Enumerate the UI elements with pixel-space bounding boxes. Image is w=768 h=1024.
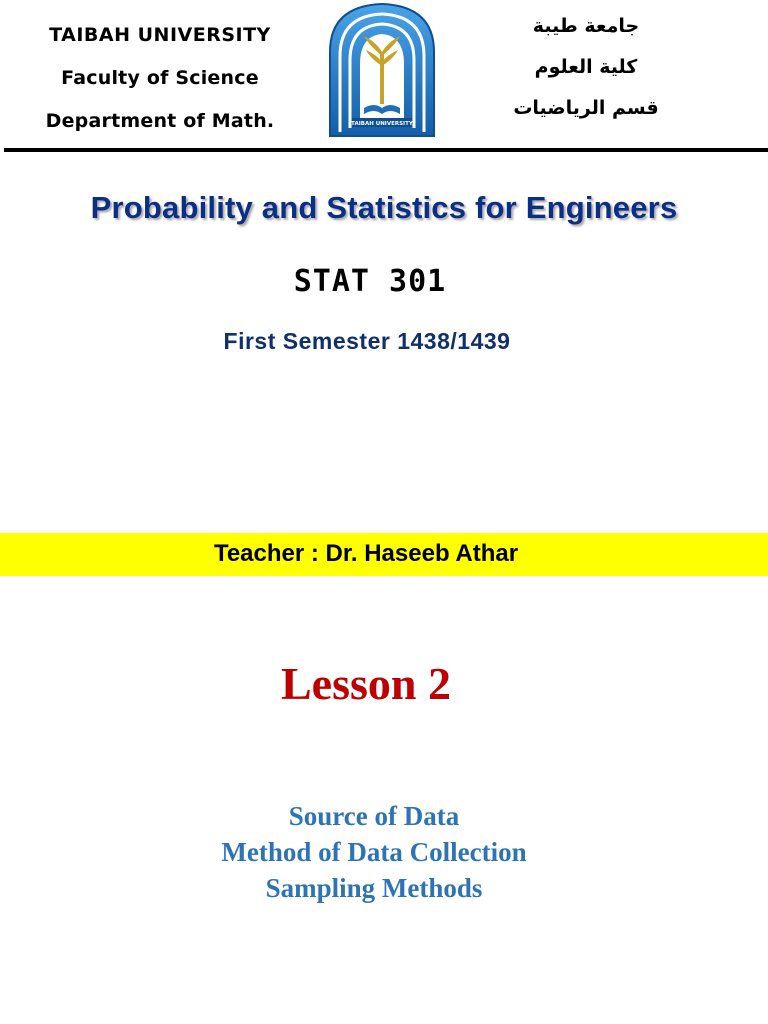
topic-item: Source of Data	[288, 801, 460, 831]
header-divider	[4, 148, 768, 152]
teacher-name: Teacher : Dr. Haseeb Athar	[213, 540, 519, 567]
university-logo	[322, 0, 442, 140]
topic-item: Sampling Methods	[265, 873, 483, 903]
semester-label: First Semester 1438/1439	[223, 328, 511, 354]
department-name-ar: قسم الرياضيات	[513, 97, 659, 119]
course-title: Probability and Statistics for Engineers	[90, 190, 678, 225]
header-arabic	[496, 6, 676, 129]
lesson-topics	[0, 798, 748, 906]
faculty-name-en: Faculty of Science	[61, 67, 259, 89]
faculty-name-ar: كلية العلوم	[534, 56, 638, 78]
course-code: STAT 301	[293, 264, 447, 299]
university-name-ar: جامعة طيبة	[532, 15, 640, 37]
university-logo-icon	[322, 0, 442, 140]
header-english	[20, 14, 300, 143]
teacher-label	[0, 540, 768, 568]
topic-item: Method of Data Collection	[221, 837, 527, 867]
lesson-title: Lesson 2	[281, 658, 451, 709]
logo-text: TAIBAH UNIVERSITY	[351, 121, 413, 127]
university-name-en: TAIBAH UNIVERSITY	[49, 24, 271, 46]
department-name-en: Department of Math.	[45, 110, 275, 132]
